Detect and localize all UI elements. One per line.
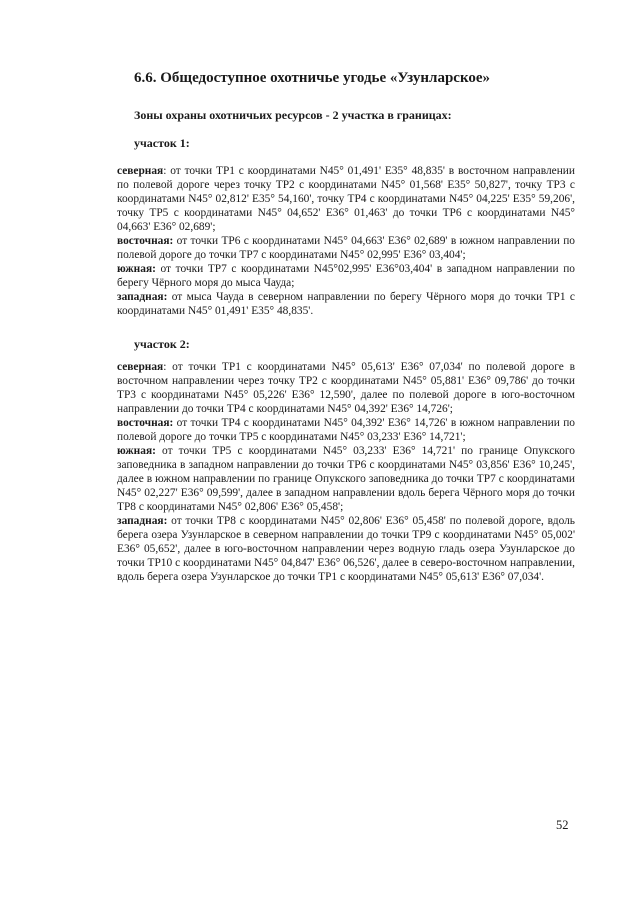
section-heading: 6.6. Общедоступное охотничье угодье «Узунларское»	[134, 70, 491, 86]
s2-west-text: от точки ТР8 с координатами N45° 02,806' E36° 05,458' по полевой дороге, вдоль берега озера Узунларское в северном направлении до точки ТР9 с координатами N45° 05,002' E36° 05,652', далее в юго-восточном направлении через водную гладь озера Узунларское до точки ТР10 с координатами N45° 04,847' E36° 06,526', далее в северо-восточном направлении, вдоль берега озера Узунларское до точки ТР1 с координатами N45° 05,613' E36° 07,034'.	[117, 515, 575, 583]
s1-north-text: : от точки ТР1 с координатами N45° 01,491' E35° 48,835' в восточном направлении по полевой дороге через точку ТР2 с координатами N45° 01,568' E35° 50,827', точку ТР3 с координатами N45° 02,812' E35° 54,160', точку ТР4 с координатами N45° 04,225' E35° 59,206', точку ТР5 с координатами N45° 04,652' E36° 01,463' до точки ТР6 с координатами N45° 04,663' E36° 02,689';	[117, 165, 575, 233]
s2-south-text: от точки ТР5 с координатами N45° 03,233' E36° 14,721' по границе Опукского заповедника в западном направлении до точки ТР6 с координатами N45° 03,856' E36° 10,245', далее в южном направлении по границе Опукского заповедника до точки ТР7 с координатами N45° 02,227' E36° 09,599', далее в западном направлении вдоль берега Чёрного моря до точки ТР8 с координатами N45° 02,806' E36° 05,458';	[117, 445, 575, 513]
s2-south	[117, 444, 575, 514]
s2-north-text: : от точки ТР1 с координатами N45° 05,613' E36° 07,034' по полевой дороге в восточном направлении через точку ТР2 с координатами N45° 05,881' E36° 09,786' до точки ТР3 с координатами N45° 05,226' E36° 12,590', далее по полевой дороге в юго-восточном направлении до точки ТР4 с координатами N45° 04,392' E36° 14,726';	[117, 361, 575, 415]
s2-south-label: южная:	[117, 445, 156, 457]
zones-heading: Зоны охраны охотничьих ресурсов - 2 участка в границах:	[134, 108, 452, 122]
section-1-title: участок 1:	[134, 136, 190, 150]
s2-east-label: восточная:	[117, 417, 174, 429]
s1-west-text: от мыса Чауда в северном направлении по берегу Чёрного моря до точки ТР1 с координатами N45° 01,491' E35° 48,835'.	[117, 291, 575, 317]
s2-west-label: западная:	[117, 515, 168, 527]
s1-north-label: северная	[117, 165, 164, 177]
s1-east-label: восточная:	[117, 235, 174, 247]
s1-south-label: южная:	[117, 263, 156, 275]
s2-east	[117, 416, 575, 444]
s2-north	[117, 360, 575, 416]
s1-west-label: западная:	[117, 291, 168, 303]
s2-west	[117, 514, 575, 584]
s1-east-text: от точки ТР6 с координатами N45° 04,663' E36° 02,689' в южном направлении по полевой дороге до точки ТР7 с координатами N45° 02,995' E36° 03,404';	[117, 235, 575, 261]
page-number: 52	[556, 818, 569, 832]
s2-east-text: от точки ТР4 с координатами N45° 04,392' E36° 14,726' в южном направлении по полевой дороге до точки ТР5 с координатами N45° 03,233' E36° 14,721';	[117, 417, 575, 443]
section-2-body	[117, 360, 575, 584]
section-2-title: участок 2:	[134, 337, 190, 351]
s1-west	[117, 290, 575, 318]
s1-south-text: от точки ТР7 с координатами N45°02,995' E36°03,404' в западном направлении по берегу Чёрного моря до мыса Чауда;	[117, 263, 575, 289]
section-1-body	[117, 164, 575, 318]
s1-north	[117, 164, 575, 234]
s2-north-label: северная	[117, 361, 164, 373]
s1-south	[117, 262, 575, 290]
s1-east	[117, 234, 575, 262]
